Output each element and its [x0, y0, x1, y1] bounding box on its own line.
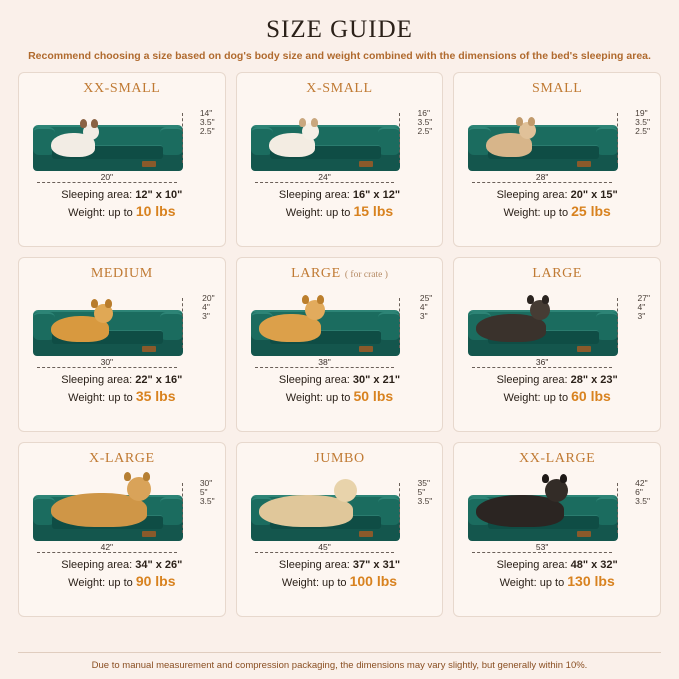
- bed-illustration: [245, 284, 435, 370]
- dog-ear: [331, 474, 338, 483]
- height-dimensions: [200, 479, 215, 506]
- weight-limit: Weight: up to 50 lbs: [285, 388, 394, 404]
- size-card: [236, 257, 444, 432]
- footnote: Due to manual measurement and compression packaging, the dimensions may vary slightly, but generally within 10%.: [91, 660, 588, 671]
- dimension-guide-line: [617, 298, 618, 348]
- brand-tag: [577, 161, 591, 167]
- width-dimension: [472, 357, 612, 368]
- brand-tag: [577, 346, 591, 352]
- bed-illustration: [462, 99, 652, 185]
- weight-limit: Weight: up to 15 lbs: [285, 203, 394, 219]
- width-value: 45": [315, 542, 333, 552]
- bed-bolster-right: [378, 312, 400, 340]
- height-dimensions: [635, 479, 650, 506]
- dimension-height: 30": [199, 478, 213, 488]
- dimension-height: 3.5": [417, 116, 433, 127]
- width-value: 36": [533, 357, 551, 367]
- dog-ear: [560, 474, 567, 483]
- height-dimensions: [420, 294, 432, 321]
- card-title: JUMBO: [314, 451, 365, 466]
- dog-illustration: [51, 493, 147, 527]
- width-value: 20": [98, 172, 116, 182]
- card-title: X-SMALL: [306, 81, 373, 96]
- dimension-height: 4": [202, 301, 210, 312]
- card-title: XX-SMALL: [83, 81, 161, 96]
- weight-limit: Weight: up to 130 lbs: [499, 573, 615, 589]
- dog-ear: [542, 474, 549, 483]
- sleeping-area: Sleeping area: 16" x 12": [278, 189, 401, 201]
- width-dimension: [37, 542, 177, 553]
- dimension-guide-line: [182, 113, 183, 163]
- dog-illustration: [51, 316, 109, 342]
- width-value: 28": [533, 172, 551, 182]
- dimension-height: 3.5": [417, 495, 433, 506]
- bed-bolster-right: [378, 497, 400, 525]
- dog-bed-graphic: [468, 119, 618, 171]
- width-dimension: [37, 172, 177, 183]
- dog-illustration: [259, 314, 321, 342]
- brand-tag: [359, 346, 373, 352]
- height-dimensions: [417, 479, 432, 506]
- dog-bed-graphic: [251, 489, 401, 541]
- bed-bolster-right: [596, 127, 618, 155]
- card-title: MEDIUM: [90, 266, 153, 281]
- height-dimensions: [638, 294, 650, 321]
- width-value: 53": [533, 542, 551, 552]
- bed-bolster-right: [160, 497, 182, 525]
- size-card: [453, 72, 661, 247]
- dimension-height: 4": [419, 301, 428, 312]
- page-title: SIZE GUIDE: [266, 16, 413, 43]
- bed-bolster-right: [160, 312, 182, 340]
- width-dimension: [255, 172, 395, 183]
- width-value: 30": [98, 357, 116, 367]
- sleeping-area: Sleeping area: 22" x 16": [61, 374, 183, 386]
- size-card: [18, 257, 226, 432]
- card-title: XX-LARGE: [518, 451, 596, 466]
- weight-limit: Weight: up to 10 lbs: [68, 203, 176, 219]
- bed-illustration: [462, 284, 652, 370]
- card-title: SMALL: [531, 81, 583, 96]
- size-card: [236, 72, 444, 247]
- size-card: [453, 257, 661, 432]
- brand-tag: [142, 531, 156, 537]
- page-subtitle: Recommend choosing a size based on dog's body size and weight combined with the dimensions of the bed's sleeping area.: [28, 50, 651, 62]
- dimension-guide-line: [182, 483, 183, 533]
- dimension-guide-line: [399, 483, 400, 533]
- dimension-height: 25": [419, 293, 433, 303]
- bed-illustration: [27, 99, 217, 185]
- dimension-height: 42": [635, 478, 648, 488]
- bed-illustration: [27, 469, 217, 555]
- dog-ear: [528, 117, 535, 126]
- sleeping-area: Sleeping area: 37" x 31": [278, 559, 401, 571]
- dog-ear: [91, 119, 98, 128]
- dimension-height: 14": [199, 108, 213, 118]
- sleeping-area: Sleeping area: 12" x 10": [61, 189, 183, 201]
- dimension-height: 3.5": [635, 116, 650, 127]
- dimension-height: 2.5": [635, 125, 650, 136]
- card-title: LARGE: [532, 266, 582, 281]
- dog-illustration: [476, 495, 564, 527]
- height-dimensions: [200, 109, 215, 136]
- width-dimension: [37, 357, 177, 368]
- weight-limit: Weight: up to 90 lbs: [68, 573, 176, 589]
- dimension-height: 16": [417, 108, 430, 118]
- dimension-height: 3.5": [635, 495, 650, 506]
- dimension-height: 3.5": [199, 116, 215, 127]
- dog-ear: [317, 295, 324, 304]
- dog-ear: [91, 299, 98, 308]
- dimension-height: 2.5": [199, 125, 215, 136]
- dimension-height: 5": [417, 486, 426, 497]
- brand-tag: [142, 161, 156, 167]
- dimension-height: 35": [417, 478, 430, 488]
- sleeping-area: Sleeping area: 28" x 23": [496, 374, 618, 386]
- dog-bed-graphic: [251, 304, 401, 356]
- dog-ear: [349, 474, 356, 483]
- width-dimension: [255, 542, 395, 553]
- dog-illustration: [259, 495, 353, 527]
- dog-illustration: [51, 133, 95, 157]
- dimension-height: 3": [202, 310, 210, 321]
- card-title: X-LARGE: [89, 451, 155, 466]
- size-card: [18, 442, 226, 617]
- dog-ear: [80, 119, 87, 128]
- bed-bolster-right: [596, 497, 618, 525]
- dimension-guide-line: [182, 298, 183, 348]
- footer-divider: [18, 652, 661, 653]
- dimension-height: 19": [635, 108, 648, 118]
- dog-ear: [527, 295, 534, 304]
- bed-bolster-right: [378, 127, 400, 155]
- dog-bed-graphic: [33, 489, 183, 541]
- brand-tag: [359, 531, 373, 537]
- height-dimensions: [635, 109, 650, 136]
- dimension-guide-line: [617, 113, 618, 163]
- dimension-guide-line: [617, 483, 618, 533]
- dimension-guide-line: [399, 298, 400, 348]
- dog-ear: [124, 472, 131, 481]
- width-value: 42": [98, 542, 116, 552]
- dog-ear: [143, 472, 150, 481]
- width-dimension: [472, 542, 612, 553]
- dog-bed-graphic: [468, 489, 618, 541]
- dog-illustration: [476, 314, 546, 342]
- weight-limit: Weight: up to 25 lbs: [503, 203, 611, 219]
- sleeping-area: Sleeping area: 34" x 26": [61, 559, 183, 571]
- brand-tag: [142, 346, 156, 352]
- size-card-grid: [10, 72, 669, 617]
- dimension-height: 2.5": [417, 125, 433, 136]
- brand-tag: [359, 161, 373, 167]
- card-title-note: ( for crate ): [344, 270, 388, 280]
- width-value: 24": [315, 172, 333, 182]
- bed-illustration: [27, 284, 217, 370]
- dog-ear: [542, 295, 549, 304]
- dimension-height: 27": [637, 293, 650, 303]
- dog-illustration: [269, 133, 315, 157]
- dimension-height: 5": [199, 486, 208, 497]
- brand-tag: [577, 531, 591, 537]
- dimension-height: 4": [637, 301, 646, 312]
- dog-bed-graphic: [251, 119, 401, 171]
- weight-limit: Weight: up to 35 lbs: [68, 388, 176, 404]
- dog-ear: [311, 118, 318, 127]
- bed-illustration: [245, 469, 435, 555]
- dog-ear: [302, 295, 309, 304]
- height-dimensions: [202, 294, 214, 321]
- sleeping-area: Sleeping area: 30" x 21": [278, 374, 401, 386]
- bed-bolster-right: [596, 312, 618, 340]
- width-dimension: [255, 357, 395, 368]
- weight-limit: Weight: up to 100 lbs: [281, 573, 398, 589]
- dog-ear: [516, 117, 523, 126]
- dimension-height: 20": [202, 293, 215, 303]
- dimension-guide-line: [399, 113, 400, 163]
- size-card: [453, 442, 661, 617]
- bed-illustration: [245, 99, 435, 185]
- dog-ear: [299, 118, 306, 127]
- width-value: 38": [315, 357, 333, 367]
- dog-ear: [105, 299, 112, 308]
- dog-bed-graphic: [33, 304, 183, 356]
- height-dimensions: [417, 109, 432, 136]
- dimension-height: 3": [419, 310, 428, 321]
- bed-illustration: [462, 469, 652, 555]
- dimension-height: 6": [635, 486, 643, 497]
- dimension-height: 3.5": [199, 495, 215, 506]
- dog-bed-graphic: [33, 119, 183, 171]
- size-card: [236, 442, 444, 617]
- sleeping-area: Sleeping area: 48" x 32": [496, 559, 618, 571]
- bed-bolster-right: [160, 127, 182, 155]
- size-card: [18, 72, 226, 247]
- dimension-height: 3": [637, 310, 646, 321]
- width-dimension: [472, 172, 612, 183]
- dog-illustration: [486, 133, 532, 157]
- dog-bed-graphic: [468, 304, 618, 356]
- card-title: LARGE ( for crate ): [291, 266, 388, 281]
- weight-limit: Weight: up to 60 lbs: [503, 388, 611, 404]
- sleeping-area: Sleeping area: 20" x 15": [496, 189, 618, 201]
